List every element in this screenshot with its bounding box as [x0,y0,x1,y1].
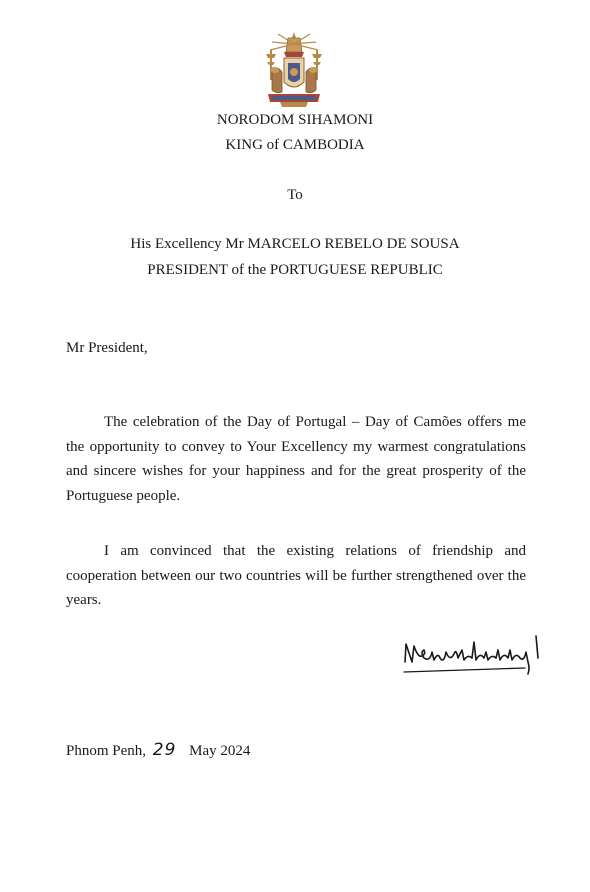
recipient-title: PRESIDENT of the PORTUGUESE REPUBLIC [147,262,443,278]
sender-name: NORODOM SIHAMONI [216,112,374,128]
body-paragraph: I am convinced that the existing relations of friendship and cooperation between our two countries will be further strengthened over the years. [66,543,526,608]
date-month-year: May 2024 [189,743,251,759]
handwritten-signature [400,632,545,680]
salutation: Mr President, [66,340,148,356]
recipient-name: His Excellency Mr MARCELO REBELO DE SOUSA [130,236,460,252]
to-label: To [287,187,303,203]
date-place: Phnom Penh, [66,743,147,759]
body-paragraph: The celebration of the Day of Portugal – Day of Camões offers me the opportunity to convey to Your Excellency my warmest congratulations and sincere wishes for your happiness and for the great prosperity of the Portuguese people. [66,414,526,504]
date-line [66,740,250,760]
date-day-handwritten: 29 [152,740,177,760]
royal-crest-icon [258,30,330,110]
sender-title: KING of CAMBODIA [225,137,365,153]
